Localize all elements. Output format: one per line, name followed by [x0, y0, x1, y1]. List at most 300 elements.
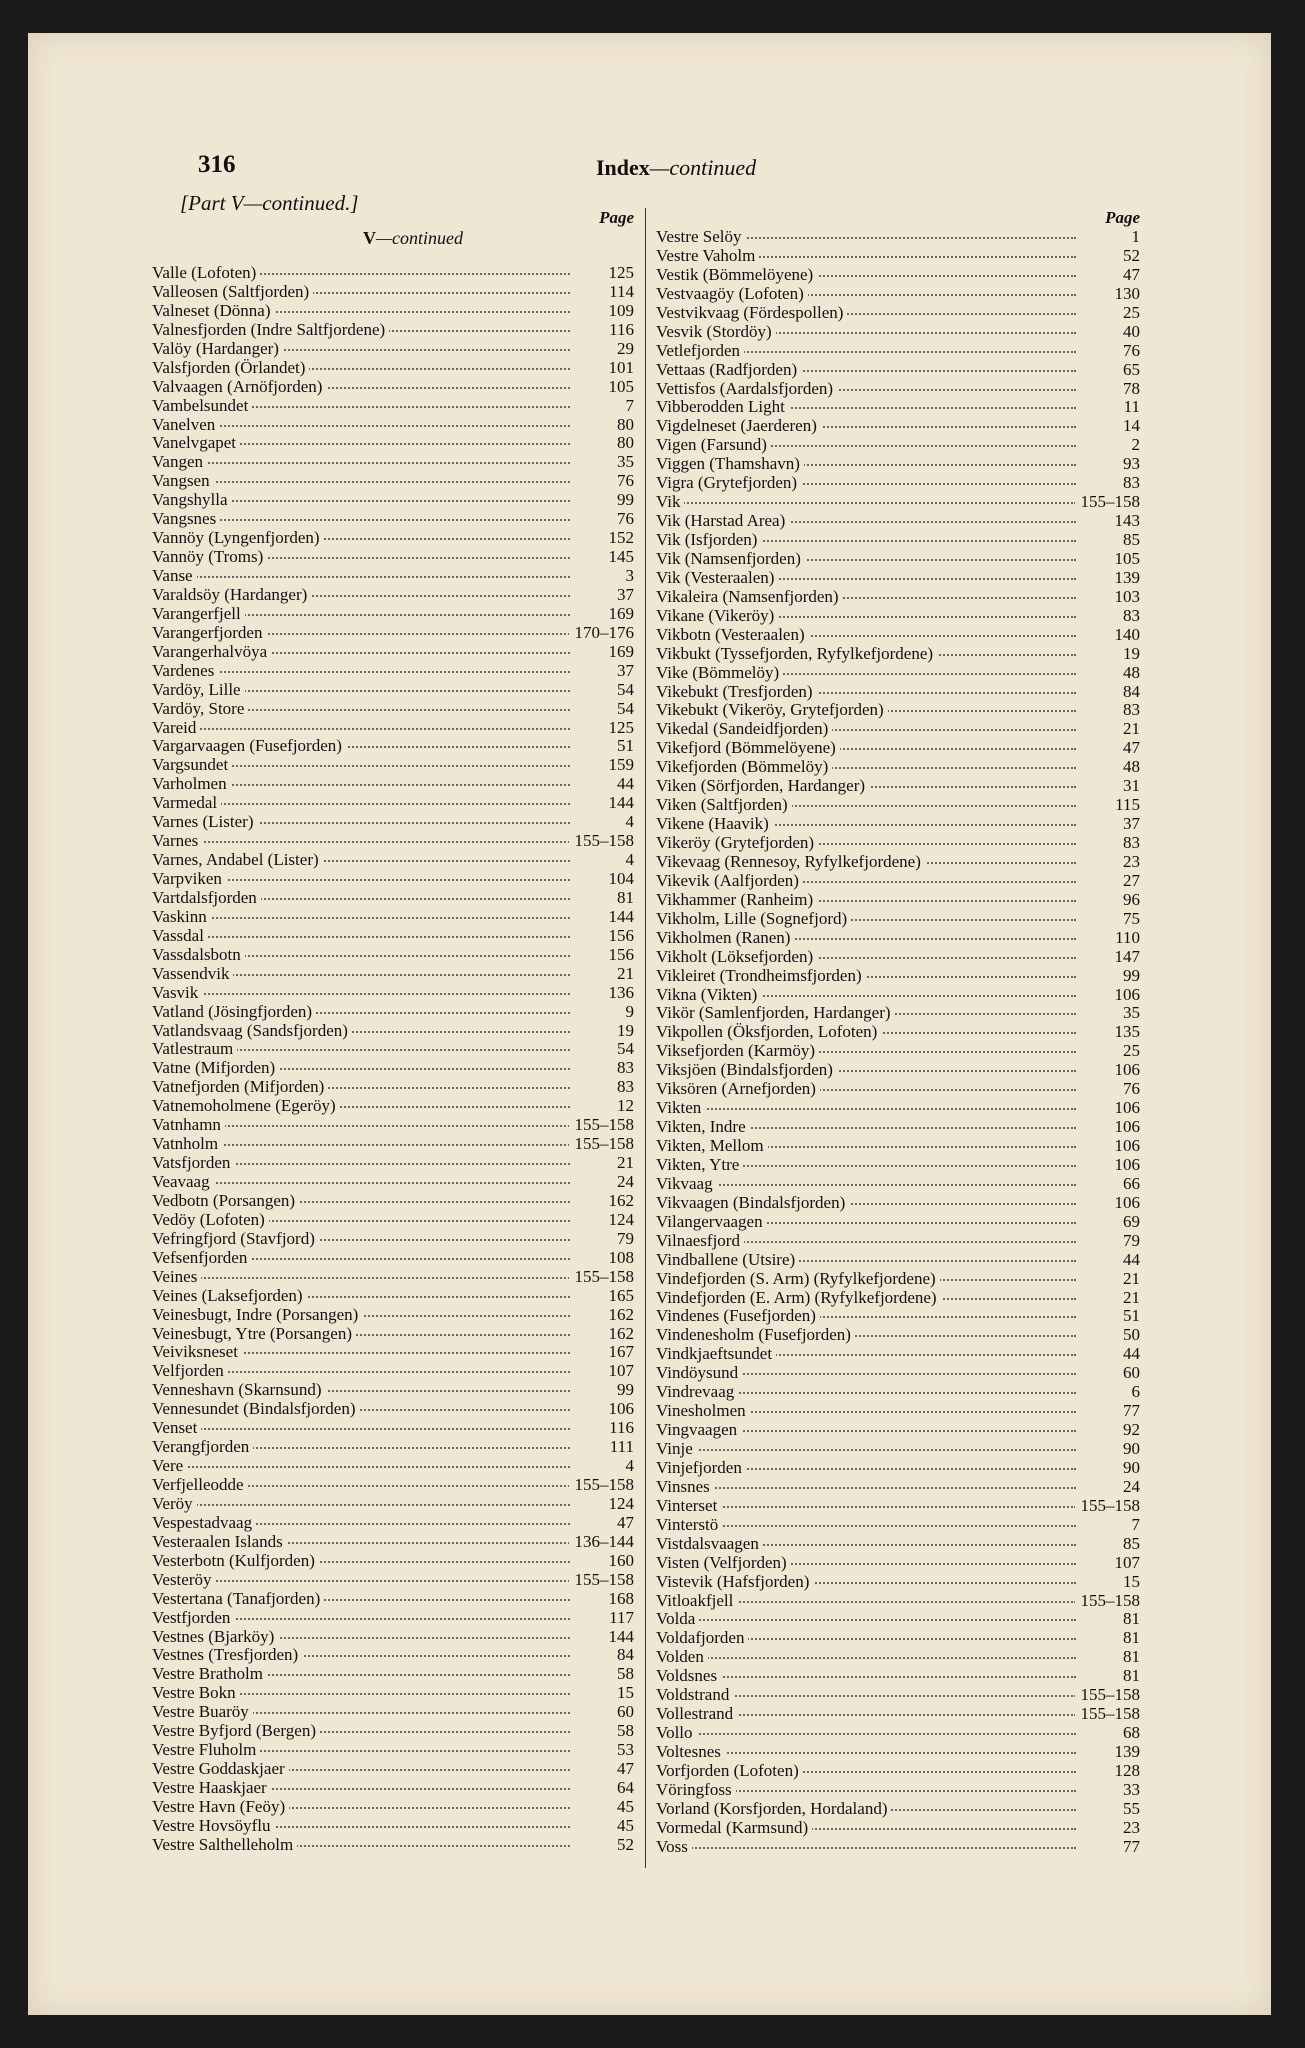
entry-page: 92: [1117, 1421, 1140, 1440]
index-entry: [656, 720, 1140, 739]
entry-page: 140: [1109, 626, 1141, 645]
page-number: 316: [198, 151, 236, 178]
entry-name: Veines (Laksefjorden): [152, 1287, 307, 1305]
entry-page: 44: [1117, 1251, 1140, 1270]
dot-leader: [152, 936, 570, 938]
entry-page: 101: [603, 359, 635, 378]
entry-page: 76: [611, 472, 634, 491]
entry-page: 21: [611, 965, 634, 984]
index-entry: [152, 1628, 634, 1647]
entry-page: 105: [1109, 550, 1141, 569]
index-entry: [656, 1610, 1140, 1629]
entry-name: Vestre Selöy: [656, 228, 745, 246]
index-entry: [656, 1535, 1140, 1554]
index-entry: [152, 434, 634, 453]
entry-name: Vibberodden Light: [656, 398, 789, 416]
entry-name: Vestre Haaskjaer: [152, 1779, 271, 1797]
entry-page: 124: [603, 1495, 635, 1514]
entry-page: 155–158: [1075, 1592, 1141, 1611]
entry-page: 44: [611, 775, 634, 794]
index-entry: [656, 1516, 1140, 1535]
entry-page: 107: [603, 1362, 635, 1381]
entry-name: Varholmen: [152, 775, 231, 793]
index-column-left: [152, 208, 634, 1855]
index-entry: [656, 645, 1140, 664]
entry-page: 54: [611, 700, 634, 719]
entry-name: Vestnes (Tresfjorden): [152, 1646, 302, 1664]
index-entry: [656, 1573, 1140, 1592]
entry-name: Vikene (Haavik): [656, 815, 773, 833]
entry-page: 124: [603, 1211, 635, 1230]
entry-name: Vigra (Grytefjorden): [656, 474, 801, 492]
entry-name: Visten (Velfjorden): [656, 1554, 791, 1572]
entry-name: Vassdalsbotn: [152, 946, 245, 964]
index-entry: [152, 1040, 634, 1059]
entry-page: 23: [1117, 1819, 1140, 1838]
entry-name: Vannöy (Lyngenfjorden): [152, 529, 324, 547]
index-entry: [152, 1609, 634, 1628]
entry-name: Vatnhamn: [152, 1116, 225, 1134]
index-entry: [656, 531, 1140, 550]
index-entry: [656, 910, 1140, 929]
dot-leader: [152, 1277, 570, 1279]
entry-page: 106: [1109, 986, 1141, 1005]
entry-name: Vikaleira (Namsenfjorden): [656, 588, 843, 606]
index-entry: [656, 1194, 1140, 1213]
entry-name: Vikpollen (Öksfjorden, Lofoten): [656, 1023, 881, 1041]
index-entry: [656, 342, 1140, 361]
entry-name: Vaskinn: [152, 908, 211, 926]
index-entry: [656, 1838, 1140, 1857]
dot-leader: [656, 1619, 1076, 1621]
index-entry: [152, 491, 634, 510]
entry-page: 79: [1117, 1232, 1140, 1251]
entry-page: 139: [1109, 569, 1141, 588]
index-entry: [152, 1779, 634, 1798]
entry-name: Vinjefjorden: [656, 1459, 746, 1477]
entry-name: Vikbukt (Tyssefjorden, Ryfylkefjordene): [656, 645, 937, 663]
index-entry: [152, 965, 634, 984]
entry-page: 83: [611, 1059, 634, 1078]
entry-name: Vassendvik: [152, 965, 233, 983]
entry-page: 145: [603, 548, 635, 567]
entry-name: Valleosen (Saltfjorden): [152, 283, 313, 301]
entry-name: Vik (Namsenfjorden): [656, 550, 805, 568]
index-entry: [656, 1800, 1140, 1819]
entry-page: 83: [1117, 834, 1140, 853]
index-entry: [656, 1724, 1140, 1743]
entry-page: 55: [1117, 1800, 1140, 1819]
entry-name: Viksefjorden (Karmöy): [656, 1042, 819, 1060]
index-entry: [152, 1381, 634, 1400]
entry-name: Vollestrand: [656, 1705, 737, 1723]
entry-page: 44: [1117, 1345, 1140, 1364]
entry-name: Vefringfjord (Stavfjord): [152, 1230, 319, 1248]
entry-page: 115: [1109, 796, 1140, 815]
entry-page: 21: [1117, 1289, 1140, 1308]
entry-page: 81: [1117, 1610, 1140, 1629]
entry-page: 103: [1109, 588, 1141, 607]
entry-name: Volden: [656, 1648, 708, 1666]
index-entry: [152, 567, 634, 586]
index-entry: [152, 1097, 634, 1116]
entry-name: Vikhammer (Ranheim): [656, 891, 817, 909]
index-entry: [152, 1116, 634, 1135]
entry-name: Vormedal (Karmsund): [656, 1819, 812, 1837]
dot-leader: [152, 1428, 570, 1430]
entry-page: 83: [1117, 474, 1140, 493]
entry-name: Vatlandsvaag (Sandsfjorden): [152, 1022, 352, 1040]
index-entry: [656, 1118, 1140, 1137]
index-entry: [152, 510, 634, 529]
index-entry: [656, 1232, 1140, 1251]
entry-page: 168: [603, 1590, 635, 1609]
entry-name: Volda: [656, 1610, 699, 1628]
index-entry: [656, 948, 1140, 967]
entry-name: Voldafjorden: [656, 1629, 748, 1647]
index-entry: [152, 775, 634, 794]
dot-leader: [656, 1449, 1076, 1451]
entry-page: 90: [1117, 1440, 1140, 1459]
entry-page: 15: [611, 1684, 634, 1703]
entry-name: Vasvik: [152, 984, 202, 1002]
entry-name: Viken (Saltfjorden): [656, 796, 792, 814]
entry-name: Vöringfoss: [656, 1781, 736, 1799]
index-entry: [656, 777, 1140, 796]
index-entry: [152, 1457, 634, 1476]
entry-page: 84: [1117, 683, 1140, 702]
entry-name: Vangsen: [152, 472, 214, 490]
index-entry: [656, 834, 1140, 853]
index-entry: [656, 758, 1140, 777]
entry-page: 7: [1126, 1516, 1141, 1535]
entry-name: Verangfjorden: [152, 1438, 253, 1456]
entry-page: 47: [1117, 739, 1140, 758]
dot-leader: [152, 1182, 570, 1184]
index-entry: [656, 739, 1140, 758]
index-entry: [656, 701, 1140, 720]
index-entry: [656, 967, 1140, 986]
dot-leader: [152, 462, 570, 464]
entry-page: 53: [611, 1741, 634, 1760]
entry-page: 99: [1117, 967, 1140, 986]
entry-name: Vilangervaagen: [656, 1213, 767, 1231]
entry-name: Valnesfjorden (Indre Saltfjordene): [152, 321, 389, 339]
entry-name: Vartdalsfjorden: [152, 889, 261, 907]
entry-page: 83: [1117, 607, 1140, 626]
index-entry: [656, 1345, 1140, 1364]
entry-page: 143: [1109, 512, 1141, 531]
entry-name: Vestnes (Bjarköy): [152, 1628, 278, 1646]
entry-name: Vinterstö: [656, 1516, 722, 1534]
entry-name: Vesterbotn (Kulfjorden): [152, 1552, 319, 1570]
entry-page: 21: [1117, 720, 1140, 739]
index-entry: [152, 1438, 634, 1457]
entry-name: Vestre Byfjord (Bergen): [152, 1722, 320, 1740]
entry-name: Vinesholmen: [656, 1402, 750, 1420]
entry-name: Vikefjord (Bömmelöyene): [656, 739, 840, 757]
entry-name: Varangerfjell: [152, 605, 245, 623]
entry-name: Vindenesholm (Fusefjorden): [656, 1326, 855, 1344]
entry-page: 1: [1126, 228, 1141, 247]
entry-page: 165: [603, 1287, 635, 1306]
entry-page: 4: [620, 813, 635, 832]
index-entry: [152, 1665, 634, 1684]
entry-page: 99: [611, 491, 634, 510]
entry-page: 81: [1117, 1629, 1140, 1648]
entry-name: Vatland (Jösingfjorden): [152, 1003, 316, 1021]
entry-page: 162: [603, 1306, 635, 1325]
index-entry: [152, 624, 634, 643]
entry-page: 52: [611, 1836, 634, 1855]
entry-name: Vardenes: [152, 662, 218, 680]
index-entry: [152, 1571, 634, 1590]
entry-page: 76: [1117, 342, 1140, 361]
entry-page: 19: [611, 1022, 634, 1041]
entry-name: Veinesbugt, Indre (Porsangen): [152, 1306, 362, 1324]
entry-page: 31: [1117, 777, 1140, 796]
index-entry: [656, 1080, 1140, 1099]
entry-name: Vikör (Samlenfjorden, Hardanger): [656, 1004, 895, 1022]
index-entry: [152, 1741, 634, 1760]
index-entry: [152, 605, 634, 624]
entry-page: 9: [620, 1003, 635, 1022]
index-entry: [656, 1213, 1140, 1232]
entry-name: Vikbotn (Vesteraalen): [656, 626, 809, 644]
entry-name: Vistdalsvaagen: [656, 1535, 763, 1553]
entry-name: Vedöy (Lofoten): [152, 1211, 269, 1229]
entry-name: Vesteröy: [152, 1571, 215, 1589]
entry-name: Vargarvaagen (Fusefjorden): [152, 737, 346, 755]
index-entry: [656, 1270, 1140, 1289]
index-entry: [152, 1552, 634, 1571]
index-entry: [656, 796, 1140, 815]
entry-name: Veines: [152, 1268, 201, 1286]
entry-name: Vatlestraum: [152, 1040, 237, 1058]
entry-page: 116: [603, 321, 634, 340]
entry-name: Vikten, Mellom: [656, 1137, 768, 1155]
entry-page: 35: [1117, 1004, 1140, 1023]
entry-name: Varpviken: [152, 870, 226, 888]
entry-name: Voltesnes: [656, 1743, 725, 1761]
entry-name: Vesvik (Stordöy): [656, 323, 776, 341]
entry-name: Vanelvgapet: [152, 434, 240, 452]
index-entry: [656, 228, 1140, 247]
index-column-right: [656, 208, 1140, 1857]
index-list-right: [656, 228, 1140, 1857]
entry-name: Vikefjorden (Bömmelöy): [656, 758, 832, 776]
entry-page: 27: [1117, 872, 1140, 891]
entry-page: 160: [603, 1552, 635, 1571]
entry-name: Vardöy, Store: [152, 700, 248, 718]
entry-name: Vinterset: [656, 1497, 721, 1515]
entry-page: 169: [603, 605, 635, 624]
entry-page: 52: [1117, 247, 1140, 266]
index-entry: [656, 1421, 1140, 1440]
index-entry: [656, 1667, 1140, 1686]
index-entry: [152, 359, 634, 378]
entry-page: 66: [1117, 1175, 1140, 1194]
entry-name: Vestre Buaröy: [152, 1703, 253, 1721]
entry-name: Vikane (Vikeröy): [656, 607, 778, 625]
index-entry: [656, 1042, 1140, 1061]
index-entry: [656, 398, 1140, 417]
index-entry: [152, 397, 634, 416]
entry-page: 130: [1109, 285, 1141, 304]
entry-page: 156: [603, 946, 635, 965]
entry-page: 14: [1117, 417, 1140, 436]
entry-page: 4: [620, 1457, 635, 1476]
entry-name: Vikten, Indre: [656, 1118, 750, 1136]
dot-leader: [152, 1504, 570, 1506]
entry-page: 60: [1117, 1364, 1140, 1383]
index-entry: [152, 302, 634, 321]
entry-name: Vikevaag (Rennesoy, Ryfylkefjordene): [656, 853, 925, 871]
index-entry: [656, 929, 1140, 948]
index-entry: [152, 283, 634, 302]
entry-name: Vindefjorden (E. Arm) (Ryfylkefjordene): [656, 1289, 941, 1307]
entry-name: Vingvaagen: [656, 1421, 741, 1439]
entry-page: 60: [611, 1703, 634, 1722]
entry-page: 45: [611, 1817, 634, 1836]
entry-page: 109: [603, 302, 635, 321]
entry-page: 69: [1117, 1213, 1140, 1232]
entry-page: 155–158: [1075, 1497, 1141, 1516]
entry-page: 65: [1117, 361, 1140, 380]
entry-name: Valvaagen (Arnöfjorden): [152, 378, 326, 396]
entry-name: Vangen: [152, 453, 207, 471]
section-subheading: [152, 228, 634, 254]
index-entry: [152, 1325, 634, 1344]
entry-name: Varmedal: [152, 794, 221, 812]
index-entry: [656, 1686, 1140, 1705]
index-entry: [152, 586, 634, 605]
entry-page: 155–158: [569, 1571, 635, 1590]
entry-name: Vere: [152, 1457, 187, 1475]
index-entry: [152, 1211, 634, 1230]
entry-page: 7: [620, 397, 635, 416]
entry-name: Vestik (Bömmelöyene): [656, 266, 817, 284]
index-entry: [152, 1003, 634, 1022]
index-entry: [152, 340, 634, 359]
entry-page: 99: [611, 1381, 634, 1400]
entry-page: 48: [1117, 664, 1140, 683]
entry-page: 75: [1117, 910, 1140, 929]
index-entry: [152, 416, 634, 435]
entry-page: 106: [1109, 1061, 1141, 1080]
index-entry: [152, 1836, 634, 1855]
index-entry: [656, 1705, 1140, 1724]
index-entry: [152, 700, 634, 719]
entry-name: Vikvaagen (Bindalsfjorden): [656, 1194, 849, 1212]
index-entry: [656, 285, 1140, 304]
entry-name: Vikna (Vikten): [656, 986, 761, 1004]
entry-name: Vestvikvaag (Fördespollen): [656, 304, 847, 322]
index-entry: [152, 548, 634, 567]
entry-name: Varnes (Lister): [152, 813, 258, 831]
entry-page: 33: [1117, 1781, 1140, 1800]
index-entry: [152, 908, 634, 927]
index-entry: [656, 1099, 1140, 1118]
index-entry: [152, 1078, 634, 1097]
entry-page: 106: [1109, 1118, 1141, 1137]
entry-page: 114: [603, 283, 634, 302]
index-entry: [152, 1230, 634, 1249]
index-list-left: [152, 264, 634, 1855]
index-entry: [656, 323, 1140, 342]
entry-page: 76: [611, 510, 634, 529]
entry-name: Vindballene (Utsire): [656, 1251, 799, 1269]
entry-page: 84: [611, 1646, 634, 1665]
entry-page: 125: [603, 264, 635, 283]
entry-page: 64: [611, 1779, 634, 1798]
entry-page: 81: [611, 889, 634, 908]
entry-page: 83: [1117, 701, 1140, 720]
entry-name: Veiviksneset: [152, 1343, 242, 1361]
entry-name: Vinsnes: [656, 1478, 714, 1496]
entry-page: 116: [603, 1419, 634, 1438]
entry-name: Vestre Salthelleholm: [152, 1836, 297, 1854]
section-continued: —continued: [376, 228, 463, 248]
entry-name: Viken (Sörfjorden, Hardanger): [656, 777, 869, 795]
entry-page: 81: [1117, 1648, 1140, 1667]
entry-name: Vanse: [152, 567, 197, 585]
index-entry: [656, 683, 1140, 702]
entry-page: 167: [603, 1343, 635, 1362]
entry-name: Vikebukt (Vikeröy, Grytefjorden): [656, 701, 888, 719]
entry-name: Vorfjorden (Lofoten): [656, 1762, 803, 1780]
entry-page: 81: [1117, 1667, 1140, 1686]
entry-page: 12: [611, 1097, 634, 1116]
entry-name: Vangshylla: [152, 491, 232, 509]
entry-page: 144: [603, 794, 635, 813]
index-entry: [656, 1554, 1140, 1573]
entry-page: 21: [1117, 1270, 1140, 1289]
index-entry: [656, 1023, 1140, 1042]
entry-name: Vindkjaeftsundet: [656, 1345, 776, 1363]
entry-page: 155–158: [569, 832, 635, 851]
entry-page: 136–144: [569, 1533, 635, 1552]
entry-page: 15: [1117, 1573, 1140, 1592]
index-entry: [152, 737, 634, 756]
entry-name: Vindenes (Fusefjorden): [656, 1307, 820, 1325]
entry-page: 35: [611, 453, 634, 472]
index-entry: [656, 1402, 1140, 1421]
entry-page: 29: [611, 340, 634, 359]
entry-name: Vestfjorden: [152, 1609, 234, 1627]
entry-name: Vollo: [656, 1724, 697, 1742]
entry-page: 48: [1117, 758, 1140, 777]
entry-page: 156: [603, 927, 635, 946]
dot-leader: [152, 993, 570, 995]
entry-page: 80: [611, 434, 634, 453]
dot-leader: [656, 1847, 1076, 1849]
entry-name: Vikebukt (Tresfjorden): [656, 683, 817, 701]
index-entry: [656, 361, 1140, 380]
entry-name: Varnes, Andabel (Lister): [152, 851, 323, 869]
index-entry: [152, 1476, 634, 1495]
entry-page: 155–158: [569, 1476, 635, 1495]
entry-page: 128: [1109, 1762, 1141, 1781]
entry-name: Veinesbugt, Ytre (Porsangen): [152, 1325, 356, 1343]
entry-name: Varnes: [152, 832, 202, 850]
index-entry: [656, 380, 1140, 399]
entry-page: 4: [620, 851, 635, 870]
entry-name: Vike (Bömmelöy): [656, 664, 783, 682]
entry-page: 93: [1117, 455, 1140, 474]
index-entry: [152, 662, 634, 681]
entry-name: Venset: [152, 1419, 201, 1437]
